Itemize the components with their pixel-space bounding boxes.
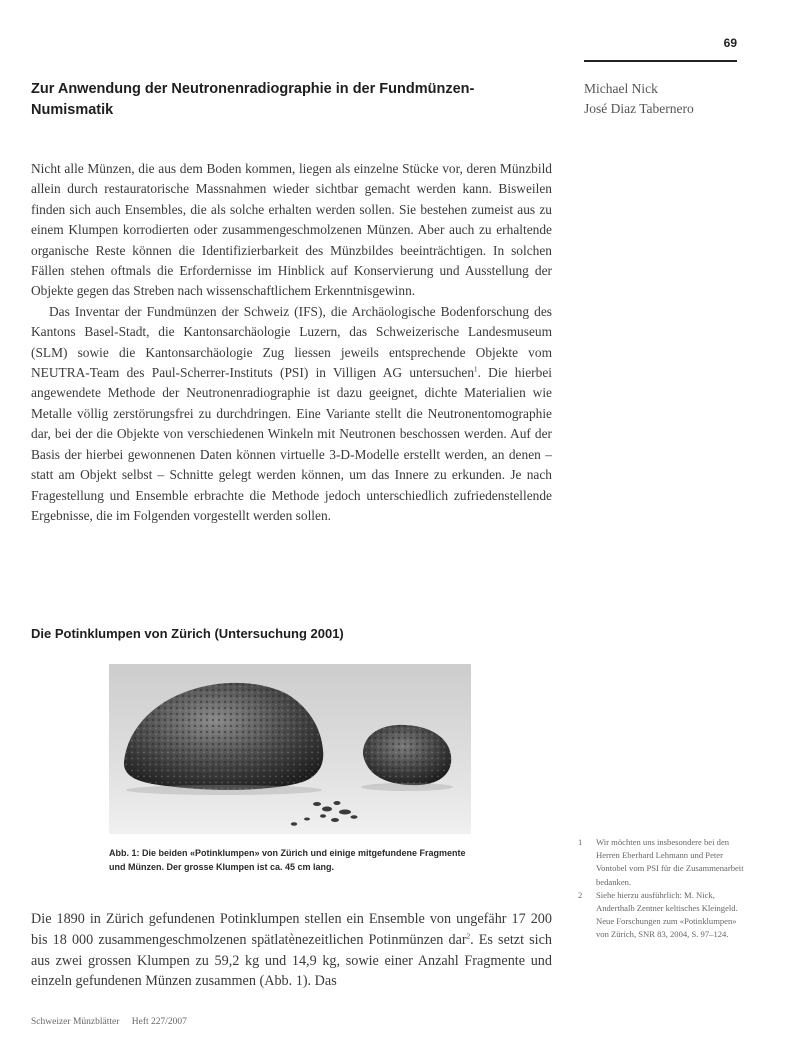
body-text-section [31, 909, 552, 992]
footnotes [578, 836, 748, 942]
journal-name: Schweizer Münzblätter [31, 1017, 120, 1027]
intro-text [31, 159, 552, 526]
figure-photo-potinklumpen [109, 664, 471, 834]
footnote-marker[interactable]: 1 [474, 365, 478, 374]
page-footer [31, 1017, 187, 1027]
footnote-number: 1 [578, 837, 583, 847]
footnote-text: Siehe hierzu ausführlich: M. Nick, Anderthalb Zentner keltisches Kleingeld. Neue Forschungen zum «Potinklumpen» von Zürich, SNR 83, 2004, S. 97–124. [596, 889, 738, 940]
article-title: Zur Anwendung der Neutronenradiographie in der Fundmünzen-Numismatik [31, 81, 475, 118]
issue-label: Heft 227/2007 [131, 1017, 187, 1027]
section-heading: Die Potinklumpen von Zürich (Untersuchung 2001) [31, 626, 344, 641]
header-rule [584, 60, 737, 62]
author-list [584, 79, 774, 119]
paragraph: Die 1890 in Zürich gefundenen Potinklumpen stellen ein Ensemble von ungefähr 17 200 bis 18 000 zusammengeschmolzenen spätlatènezeitlichen Potinmünzen dar$^2$. Es setzt sich aus zwei grossen Klumpen zu 59,2 kg und 14,9 kg, sowie einer Anzahl Fragmente und einzeln gefundenen Münzen zusammen (Abb. 1). Das [31, 911, 552, 990]
paragraph: Das Inventar der Fundmünzen der Schweiz (IFS), die Archäologische Bodenforschung des Kantons Basel-Stadt, die Kantonsarchäologie Luzern, das Schweizerische Landesmuseum (SLM) sowie die Kantonsarchäologie Zug liessen jeweils entsprechende Objekte vom NEUTRA-Team des Paul-Scherrer-Instituts (PSI) in Villigen AG untersuchen$^1$. Die hierbei angewendete Methode der Neutronenradiographie ist dazu geeignet, dichte Materialien wie Metalle völlig zerstörungsfrei zu durchdringen. Eine Variante stellt die Neutronentomographie dar, bei der die Objekte von verschiedenen Winkeln mit Neutronen beschossen werden. Auf der Basis der hierbei gewonnenen Daten können virtuelle 3-D-Modelle erstellt werden, an denen – statt am Objekt selbst – Schnitte gelegt werden können, um das Innere zu erkunden. Je nach Fragestellung und Ensemble erbrachte die Methode jedoch unterschiedlich zufriedenstellende Ergebnisse, die im Folgenden vorgestellt werden sollen. [31, 303, 552, 523]
paragraph: Nicht alle Münzen, die aus dem Boden kommen, liegen als einzelne Stücke vor, deren Münzbild allein durch restauratorische Massnahmen wieder sichtbar gemacht werden kann. Bisweilen finden sich auch Ensembles, die als solche erhalten werden sollen. Sie bestehen zumeist aus zu einem Klumpen korrodierten oder zusammengeschmolzenen Münzen. Aber auch zu erhaltende organische Reste können die Identifizierbarkeit des Münzbildes beeinträchtigen. In solchen Fällen stehen oftmals die Erfordernisse im Hinblick auf Konservierung und Ausstellung der Objekte gegen das Streben nach wissenschaftlichem Erkenntnisgewinn. [31, 161, 552, 299]
footnote-marker[interactable]: 2 [466, 932, 471, 941]
figure-caption: Abb. 1: Die beiden «Potinklumpen» von Zürich und einige mitgefundene Fragmente und Münzen. Der grosse Klumpen ist ca. 45 cm lang. [109, 848, 466, 872]
footnote-text: Wir möchten uns insbesondere bei den Herren Eberhard Lehmann und Peter Vontobel vom PSI für die Zusammenarbeit bedanken. [596, 837, 744, 887]
author-name: Michael Nick [584, 81, 658, 96]
author-name: José Diaz Tabernero [584, 101, 694, 116]
page-number: 69 [723, 36, 737, 50]
footnote-number: 2 [578, 889, 583, 900]
footnote [578, 889, 748, 942]
footnote [578, 836, 748, 889]
